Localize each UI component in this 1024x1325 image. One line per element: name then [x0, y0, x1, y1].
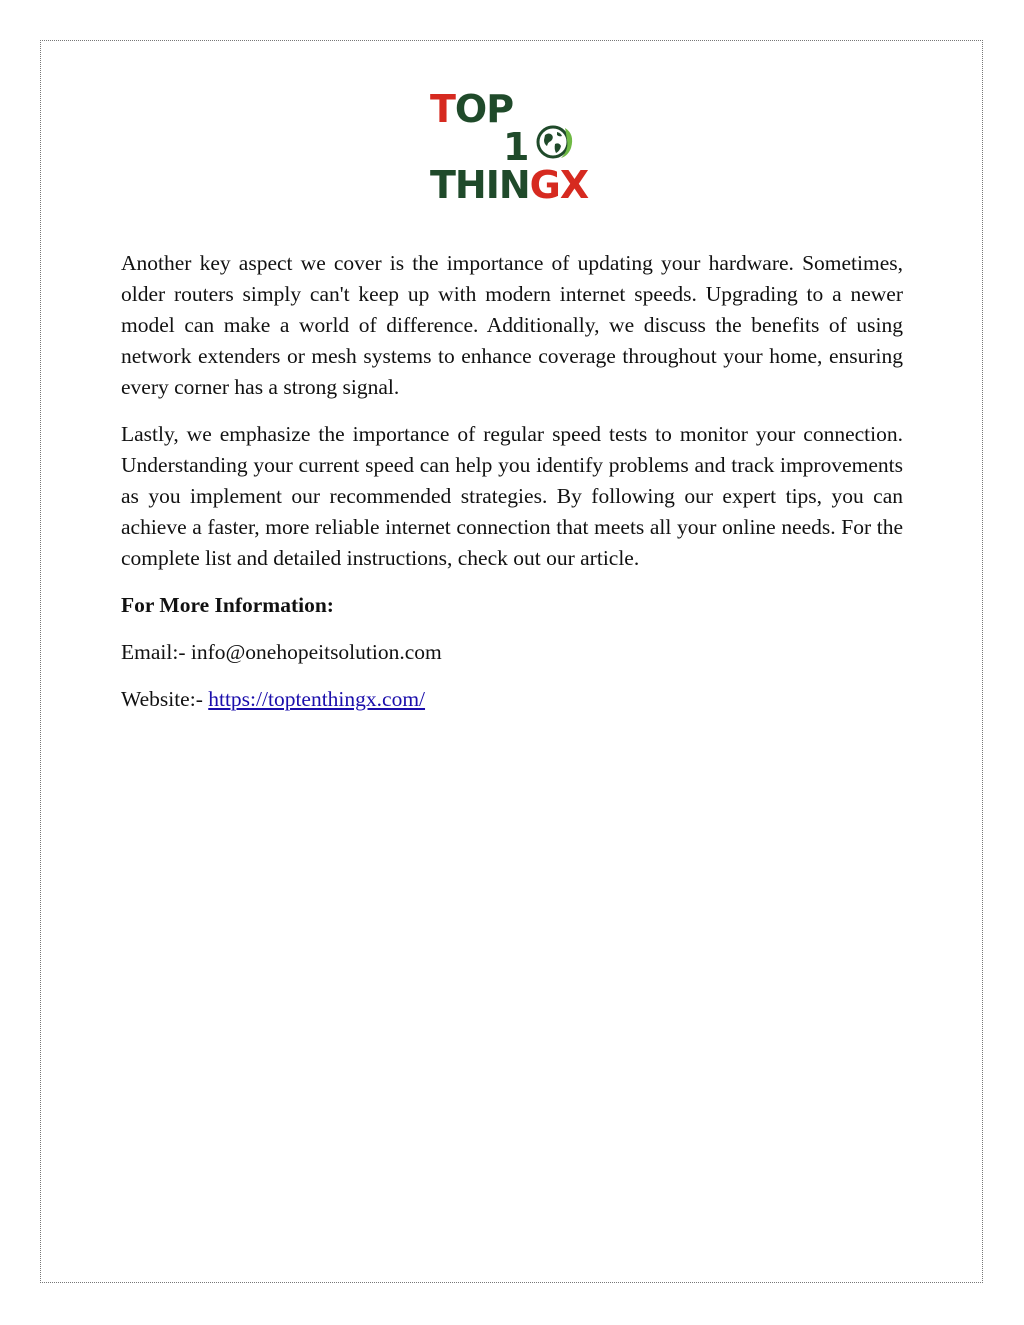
logo-line-number	[503, 125, 529, 169]
globe-icon	[533, 120, 577, 164]
paragraph-speed-tests: Lastly, we emphasize the importance of regular speed tests to monitor your connection. Understanding your current speed can help you identify problems and track improvements as you implement our recommended strategies. By following our expert tips, you can achieve a faster, more reliable internet connection that meets all your online needs. For the complete list and detailed instructions, check out our article.	[121, 422, 903, 570]
website-label: Website:-	[121, 687, 209, 711]
logo-letters-op: OP	[454, 87, 514, 131]
website-line	[121, 684, 903, 715]
logo-letter-t: T	[430, 87, 455, 131]
top10thingx-logo	[430, 87, 600, 207]
website-link[interactable]: https://toptenthingx.com/	[208, 687, 426, 711]
logo-line-top	[430, 87, 514, 131]
more-info-heading: For More Information:	[121, 593, 334, 617]
logo-letters-thin: THIN	[430, 163, 530, 207]
document-content	[121, 248, 903, 731]
email-line: Email:- info@onehopeitsolution.com	[121, 640, 442, 664]
logo-number-one: 1	[503, 125, 529, 169]
logo-line-bottom	[430, 163, 589, 207]
paragraph-hardware: Another key aspect we cover is the importance of updating your hardware. Sometimes, older routers simply can't keep up with modern internet speeds. Upgrading to a newer model can make a world of difference. Additionally, we discuss the benefits of using network extenders or mesh systems to enhance coverage throughout your home, ensuring every corner has a strong signal.	[121, 251, 903, 399]
logo-letters-gx: GX	[529, 163, 589, 207]
